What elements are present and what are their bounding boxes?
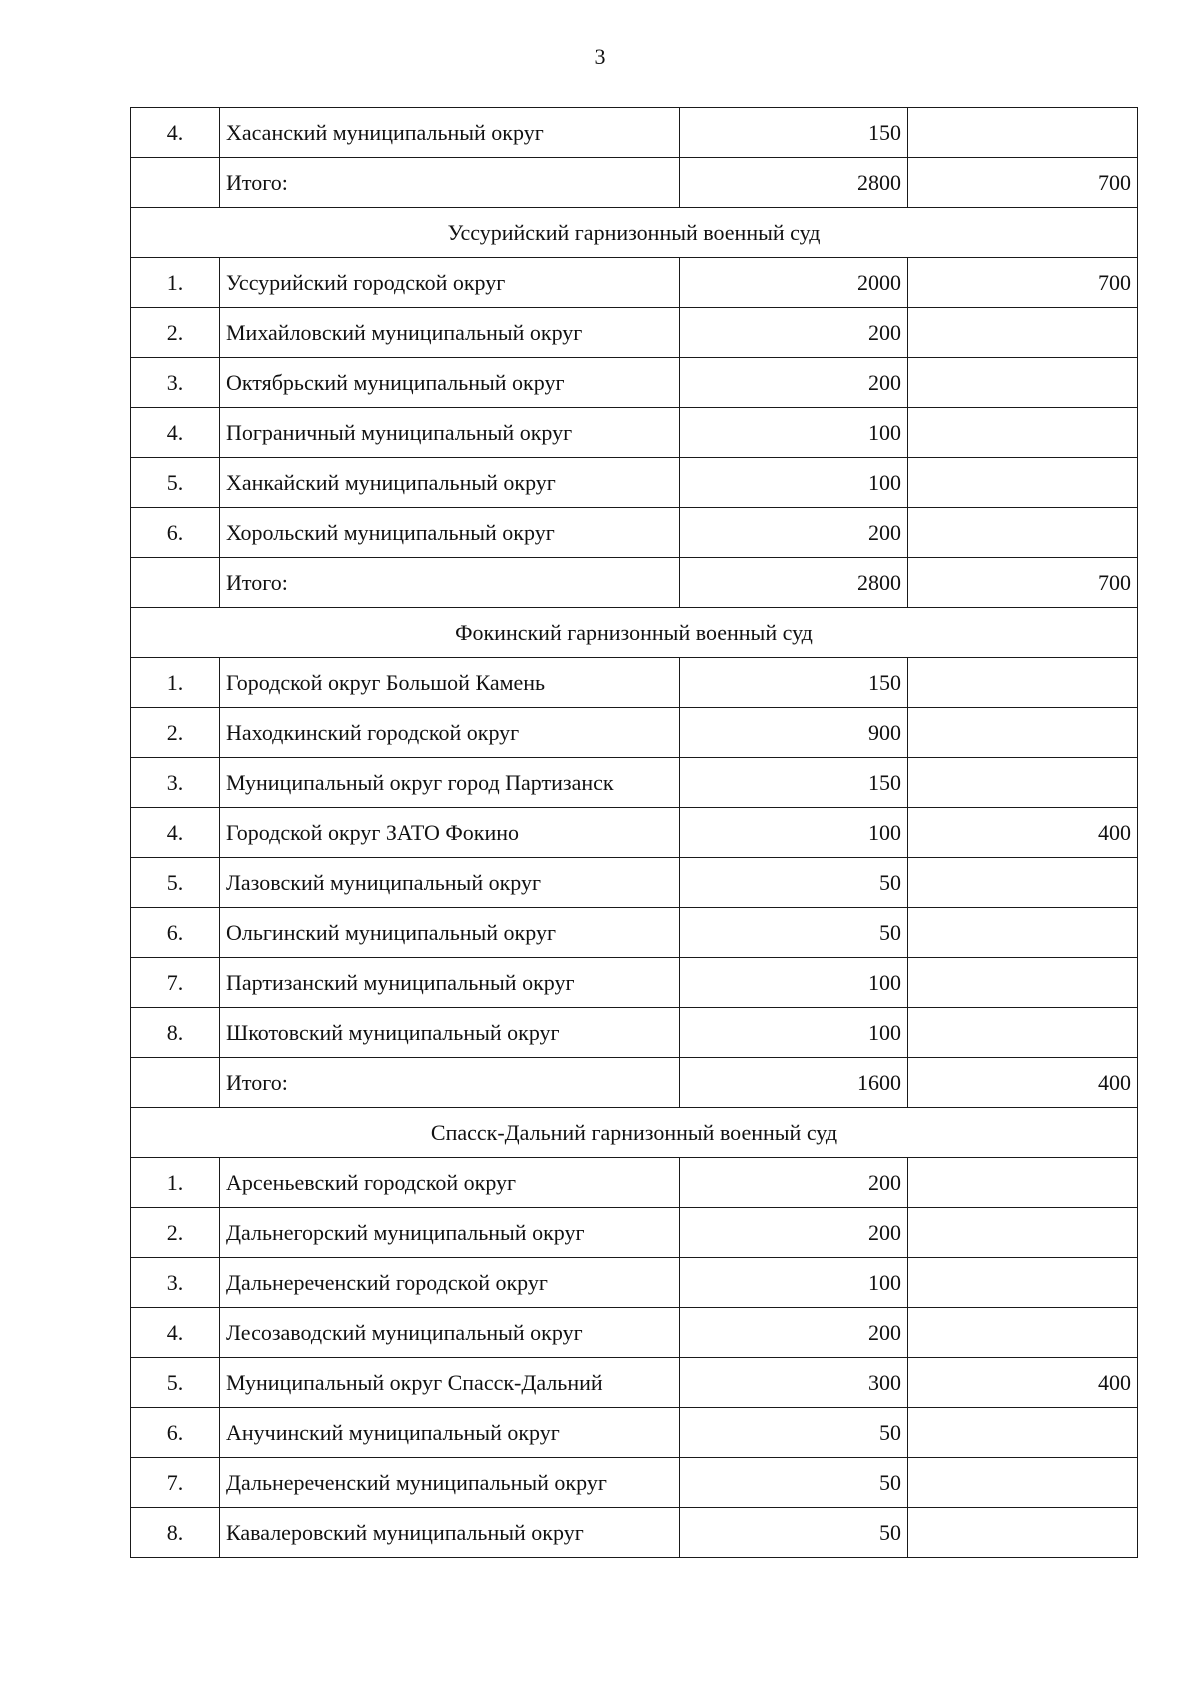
row-number bbox=[131, 1058, 220, 1108]
value-column-2 bbox=[908, 1458, 1138, 1508]
municipality-name: Арсеньевский городской округ bbox=[220, 1158, 680, 1208]
value-column-1: 100 bbox=[680, 808, 908, 858]
municipality-name: Муниципальный округ Спасск-Дальний bbox=[220, 1358, 680, 1408]
municipality-name: Итого: bbox=[220, 158, 680, 208]
table-row bbox=[131, 108, 1138, 158]
municipality-name: Анучинский муниципальный округ bbox=[220, 1408, 680, 1458]
value-column-1: 200 bbox=[680, 1158, 908, 1208]
row-number: 1. bbox=[131, 658, 220, 708]
table-row bbox=[131, 1208, 1138, 1258]
row-number: 4. bbox=[131, 808, 220, 858]
value-column-2 bbox=[908, 858, 1138, 908]
row-number: 6. bbox=[131, 908, 220, 958]
municipality-name: Михайловский муниципальный округ bbox=[220, 308, 680, 358]
municipality-name: Дальнереченский муниципальный округ bbox=[220, 1458, 680, 1508]
value-column-1: 150 bbox=[680, 758, 908, 808]
value-column-2 bbox=[908, 1208, 1138, 1258]
value-column-2 bbox=[908, 1258, 1138, 1308]
row-number: 3. bbox=[131, 758, 220, 808]
value-column-1: 200 bbox=[680, 508, 908, 558]
municipality-name: Пограничный муниципальный округ bbox=[220, 408, 680, 458]
municipality-name: Дальнегорский муниципальный округ bbox=[220, 1208, 680, 1258]
value-column-1: 50 bbox=[680, 908, 908, 958]
section-title: Уссурийский гарнизонный военный суд bbox=[131, 208, 1138, 258]
value-column-1: 100 bbox=[680, 958, 908, 1008]
value-column-2 bbox=[908, 908, 1138, 958]
row-number: 7. bbox=[131, 1458, 220, 1508]
value-column-1: 100 bbox=[680, 408, 908, 458]
row-number bbox=[131, 158, 220, 208]
row-number: 5. bbox=[131, 458, 220, 508]
value-column-1: 100 bbox=[680, 458, 908, 508]
value-column-2 bbox=[908, 758, 1138, 808]
value-column-2 bbox=[908, 1008, 1138, 1058]
table-row bbox=[131, 958, 1138, 1008]
value-column-1: 50 bbox=[680, 1408, 908, 1458]
municipality-name: Итого: bbox=[220, 558, 680, 608]
value-column-2: 400 bbox=[908, 808, 1138, 858]
municipality-name: Дальнереченский городской округ bbox=[220, 1258, 680, 1308]
value-column-1: 100 bbox=[680, 1258, 908, 1308]
municipality-name: Итого: bbox=[220, 1058, 680, 1108]
total-row bbox=[131, 558, 1138, 608]
table-row bbox=[131, 458, 1138, 508]
value-column-1: 300 bbox=[680, 1358, 908, 1408]
value-column-2 bbox=[908, 108, 1138, 158]
value-column-1: 50 bbox=[680, 1508, 908, 1558]
value-column-1: 100 bbox=[680, 1008, 908, 1058]
municipality-name: Лесозаводский муниципальный округ bbox=[220, 1308, 680, 1358]
section-title: Фокинский гарнизонный военный суд bbox=[131, 608, 1138, 658]
table-row bbox=[131, 1358, 1138, 1408]
value-column-1: 200 bbox=[680, 358, 908, 408]
table-row bbox=[131, 858, 1138, 908]
row-number: 6. bbox=[131, 508, 220, 558]
section-header-row bbox=[131, 208, 1138, 258]
value-column-2 bbox=[908, 508, 1138, 558]
value-column-1: 200 bbox=[680, 1308, 908, 1358]
table-row bbox=[131, 1258, 1138, 1308]
row-number: 3. bbox=[131, 1258, 220, 1308]
row-number: 5. bbox=[131, 858, 220, 908]
value-column-2 bbox=[908, 1508, 1138, 1558]
row-number: 4. bbox=[131, 1308, 220, 1358]
row-number: 6. bbox=[131, 1408, 220, 1458]
total-row bbox=[131, 1058, 1138, 1108]
row-number: 3. bbox=[131, 358, 220, 408]
value-column-1: 200 bbox=[680, 1208, 908, 1258]
table-row bbox=[131, 1008, 1138, 1058]
row-number: 4. bbox=[131, 108, 220, 158]
value-column-2: 700 bbox=[908, 558, 1138, 608]
row-number: 2. bbox=[131, 308, 220, 358]
row-number: 2. bbox=[131, 1208, 220, 1258]
municipality-name: Кавалеровский муниципальный округ bbox=[220, 1508, 680, 1558]
table-row bbox=[131, 1158, 1138, 1208]
value-column-1: 2800 bbox=[680, 558, 908, 608]
table-row bbox=[131, 708, 1138, 758]
row-number: 1. bbox=[131, 1158, 220, 1208]
table-row bbox=[131, 358, 1138, 408]
table-body bbox=[131, 108, 1138, 1558]
row-number: 5. bbox=[131, 1358, 220, 1408]
municipality-name: Муниципальный округ город Партизанск bbox=[220, 758, 680, 808]
municipality-name: Шкотовский муниципальный округ bbox=[220, 1008, 680, 1058]
table-row bbox=[131, 658, 1138, 708]
municipality-name: Ханкайский муниципальный округ bbox=[220, 458, 680, 508]
row-number: 2. bbox=[131, 708, 220, 758]
value-column-1: 150 bbox=[680, 658, 908, 708]
value-column-2 bbox=[908, 458, 1138, 508]
municipality-name: Лазовский муниципальный округ bbox=[220, 858, 680, 908]
municipality-name: Партизанский муниципальный округ bbox=[220, 958, 680, 1008]
value-column-2: 700 bbox=[908, 158, 1138, 208]
value-column-2 bbox=[908, 1408, 1138, 1458]
municipality-name: Октябрьский муниципальный округ bbox=[220, 358, 680, 408]
section-header-row bbox=[131, 608, 1138, 658]
table-row bbox=[131, 1408, 1138, 1458]
municipality-name: Хасанский муниципальный округ bbox=[220, 108, 680, 158]
row-number bbox=[131, 558, 220, 608]
municipality-name: Хорольский муниципальный округ bbox=[220, 508, 680, 558]
total-row bbox=[131, 158, 1138, 208]
table-row bbox=[131, 1508, 1138, 1558]
page-number: 3 bbox=[594, 44, 606, 69]
value-column-1: 50 bbox=[680, 858, 908, 908]
municipality-name: Уссурийский городской округ bbox=[220, 258, 680, 308]
value-column-2: 700 bbox=[908, 258, 1138, 308]
value-column-2 bbox=[908, 408, 1138, 458]
table-row bbox=[131, 308, 1138, 358]
row-number: 4. bbox=[131, 408, 220, 458]
table-row bbox=[131, 808, 1138, 858]
value-column-1: 150 bbox=[680, 108, 908, 158]
row-number: 1. bbox=[131, 258, 220, 308]
value-column-2 bbox=[908, 658, 1138, 708]
value-column-2 bbox=[908, 708, 1138, 758]
value-column-1: 50 bbox=[680, 1458, 908, 1508]
municipality-name: Городской округ Большой Камень bbox=[220, 658, 680, 708]
value-column-2 bbox=[908, 958, 1138, 1008]
table-row bbox=[131, 1308, 1138, 1358]
table-row bbox=[131, 1458, 1138, 1508]
row-number: 8. bbox=[131, 1008, 220, 1058]
value-column-1: 2000 bbox=[680, 258, 908, 308]
value-column-1: 900 bbox=[680, 708, 908, 758]
value-column-2 bbox=[908, 308, 1138, 358]
table-row bbox=[131, 408, 1138, 458]
value-column-2: 400 bbox=[908, 1358, 1138, 1408]
row-number: 7. bbox=[131, 958, 220, 1008]
section-header-row bbox=[131, 1108, 1138, 1158]
value-column-2: 400 bbox=[908, 1058, 1138, 1108]
value-column-2 bbox=[908, 358, 1138, 408]
row-number: 8. bbox=[131, 1508, 220, 1558]
table-row bbox=[131, 508, 1138, 558]
municipality-name: Ольгинский муниципальный округ bbox=[220, 908, 680, 958]
municipality-name: Городской округ ЗАТО Фокино bbox=[220, 808, 680, 858]
section-title: Спасск-Дальний гарнизонный военный суд bbox=[131, 1108, 1138, 1158]
table-row bbox=[131, 908, 1138, 958]
value-column-1: 2800 bbox=[680, 158, 908, 208]
value-column-2 bbox=[908, 1308, 1138, 1358]
table-row bbox=[131, 758, 1138, 808]
value-column-1: 1600 bbox=[680, 1058, 908, 1108]
table-row bbox=[131, 258, 1138, 308]
allocation-table bbox=[130, 107, 1138, 1558]
value-column-1: 200 bbox=[680, 308, 908, 358]
municipality-name: Находкинский городской округ bbox=[220, 708, 680, 758]
value-column-2 bbox=[908, 1158, 1138, 1208]
